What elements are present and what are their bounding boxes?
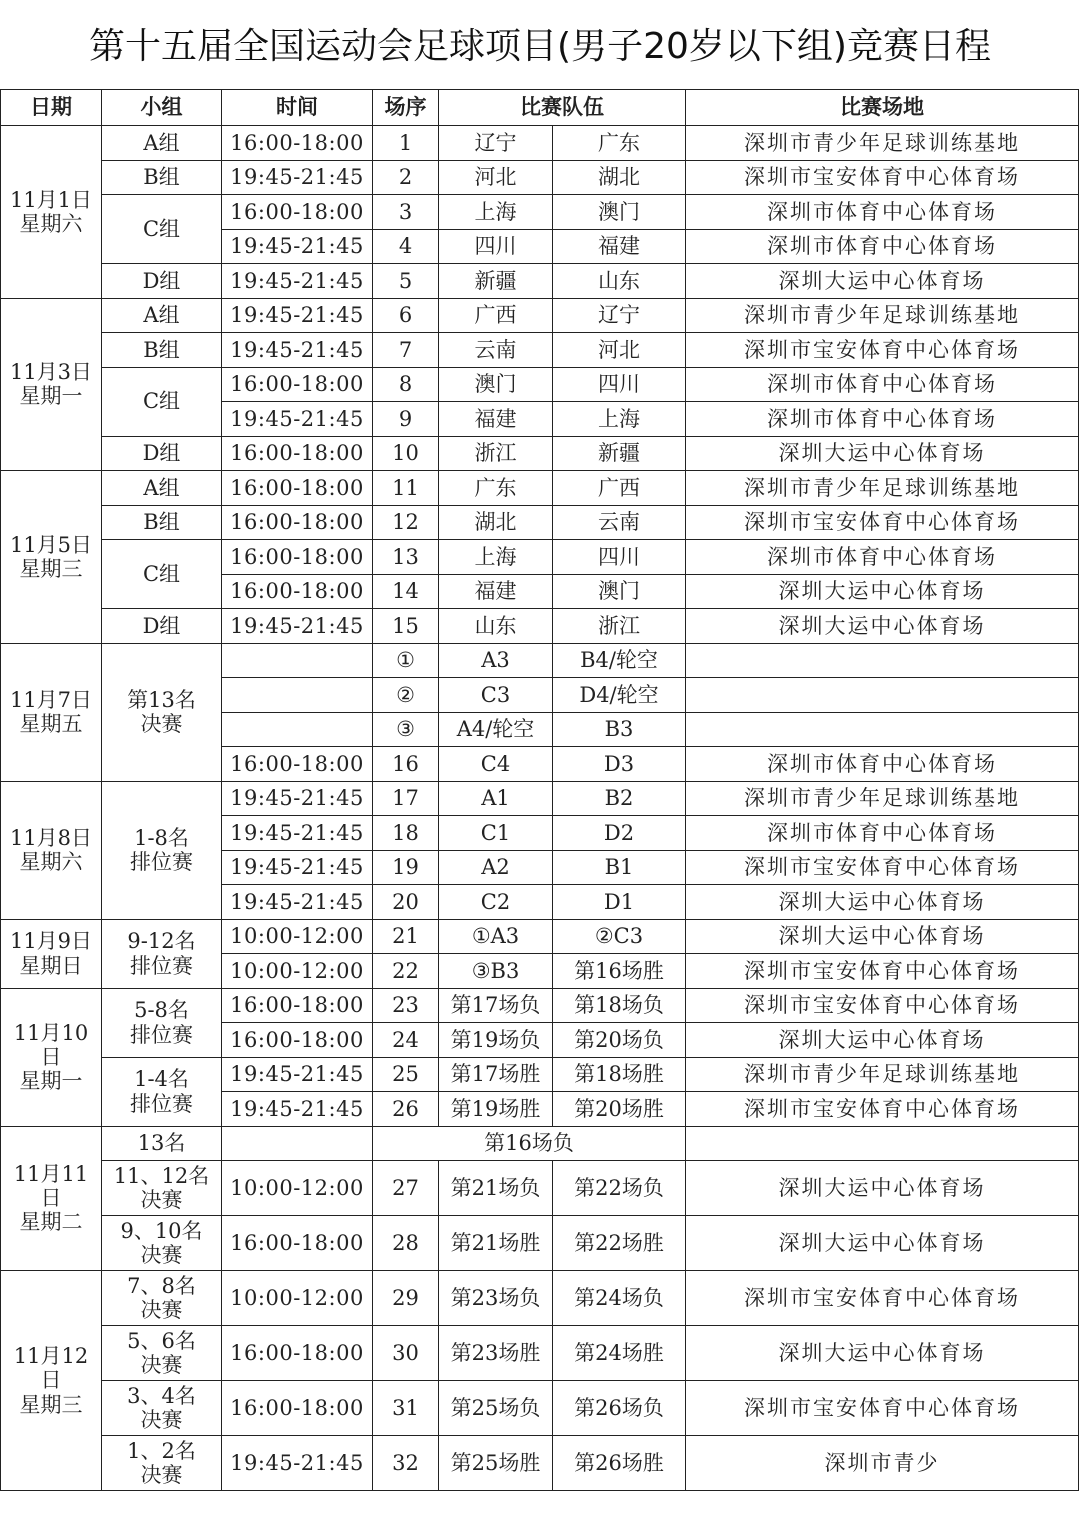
time-cell: 16:00-18:00	[222, 574, 373, 609]
group-cell: B组	[102, 505, 222, 540]
home-team-cell: C2	[439, 885, 553, 920]
home-team-cell: C1	[439, 816, 553, 851]
away-team-cell: 广西	[553, 471, 686, 506]
time-cell: 16:00-18:00	[222, 1326, 373, 1381]
home-team-cell: 福建	[439, 402, 553, 437]
away-team-cell: B3	[553, 712, 686, 747]
header-row	[1, 90, 1079, 126]
venue-cell: 深圳大运中心体育场	[686, 1216, 1079, 1271]
time-cell	[222, 1126, 373, 1161]
away-team-cell: 第20场胜	[553, 1092, 686, 1127]
away-team-cell: 浙江	[553, 609, 686, 644]
match-no-cell: 8	[373, 367, 439, 402]
time-cell: 16:00-18:00	[222, 747, 373, 782]
match-no-cell: ③	[373, 712, 439, 747]
time-cell: 19:45-21:45	[222, 850, 373, 885]
time-cell: 16:00-18:00	[222, 126, 373, 161]
venue-cell: 深圳大运中心体育场	[686, 885, 1079, 920]
away-team-cell: 第24场负	[553, 1271, 686, 1326]
time-cell: 19:45-21:45	[222, 264, 373, 299]
match-no-cell: 24	[373, 1023, 439, 1058]
table-row	[1, 298, 1079, 333]
venue-cell: 深圳市宝安体育中心体育场	[686, 954, 1079, 989]
date-cell: 11月12 日 星期三	[1, 1271, 102, 1491]
time-cell: 19:45-21:45	[222, 333, 373, 368]
date-cell: 11月10 日 星期一	[1, 988, 102, 1126]
home-team-cell: C3	[439, 678, 553, 713]
away-team-cell: 山东	[553, 264, 686, 299]
table-row	[1, 1216, 1079, 1271]
away-team-cell: 第26场胜	[553, 1436, 686, 1491]
group-cell: B组	[102, 333, 222, 368]
time-cell: 19:45-21:45	[222, 609, 373, 644]
venue-cell: 深圳大运中心体育场	[686, 264, 1079, 299]
time-cell: 16:00-18:00	[222, 1381, 373, 1436]
time-cell: 19:45-21:45	[222, 885, 373, 920]
match-no-cell: 25	[373, 1057, 439, 1092]
group-cell: 1-4名 排位赛	[102, 1057, 222, 1126]
time-cell	[222, 643, 373, 678]
venue-cell: 深圳市宝安体育中心体育场	[686, 160, 1079, 195]
home-team-cell: 第19场胜	[439, 1092, 553, 1127]
venue-cell: 深圳大运中心体育场	[686, 574, 1079, 609]
time-cell	[222, 678, 373, 713]
away-team-cell: B2	[553, 781, 686, 816]
away-team-cell: 第26场负	[553, 1381, 686, 1436]
match-no-cell: ①	[373, 643, 439, 678]
time-cell: 16:00-18:00	[222, 436, 373, 471]
table-row	[1, 471, 1079, 506]
away-team-cell: ②C3	[553, 919, 686, 954]
table-row	[1, 160, 1079, 195]
venue-cell: 深圳大运中心体育场	[686, 609, 1079, 644]
home-team-cell: A4/轮空	[439, 712, 553, 747]
venue-cell	[686, 712, 1079, 747]
table-row	[1, 609, 1079, 644]
away-team-cell: 四川	[553, 540, 686, 575]
group-cell: 11、12名 决赛	[102, 1161, 222, 1216]
home-team-cell: 第23场负	[439, 1271, 553, 1326]
group-cell: 3、4名 决赛	[102, 1381, 222, 1436]
time-cell: 19:45-21:45	[222, 298, 373, 333]
date-cell: 11月9日 星期日	[1, 919, 102, 988]
away-team-cell: 第22场负	[553, 1161, 686, 1216]
match-no-cell: 19	[373, 850, 439, 885]
match-no-cell: ②	[373, 678, 439, 713]
date-cell: 11月11 日 星期二	[1, 1126, 102, 1271]
venue-cell: 深圳市宝安体育中心体育场	[686, 850, 1079, 885]
venue-cell: 深圳市青少年足球训练基地	[686, 781, 1079, 816]
match-no-cell: 16	[373, 747, 439, 782]
match-no-cell: 23	[373, 988, 439, 1023]
time-cell	[222, 712, 373, 747]
header-venue: 比赛场地	[686, 90, 1079, 126]
away-team-cell: D4/轮空	[553, 678, 686, 713]
match-no-cell: 30	[373, 1326, 439, 1381]
home-team-cell: C4	[439, 747, 553, 782]
header-match-no: 场序	[373, 90, 439, 126]
home-team-cell: 福建	[439, 574, 553, 609]
merged-teams-cell: 第16场负	[373, 1126, 686, 1161]
match-no-cell: 21	[373, 919, 439, 954]
away-team-cell: 澳门	[553, 195, 686, 230]
venue-cell: 深圳大运中心体育场	[686, 1161, 1079, 1216]
home-team-cell: A2	[439, 850, 553, 885]
away-team-cell: D2	[553, 816, 686, 851]
table-row	[1, 988, 1079, 1023]
group-cell: C组	[102, 195, 222, 264]
table-row	[1, 540, 1079, 575]
group-cell: A组	[102, 471, 222, 506]
away-team-cell: 第18场负	[553, 988, 686, 1023]
group-cell: 7、8名 决赛	[102, 1271, 222, 1326]
venue-cell: 深圳市体育中心体育场	[686, 195, 1079, 230]
group-cell: C组	[102, 540, 222, 609]
venue-cell: 深圳大运中心体育场	[686, 1326, 1079, 1381]
date-cell: 11月1日 星期六	[1, 126, 102, 299]
match-no-cell: 22	[373, 954, 439, 989]
home-team-cell: ①A3	[439, 919, 553, 954]
table-row	[1, 1381, 1079, 1436]
match-no-cell: 31	[373, 1381, 439, 1436]
match-no-cell: 13	[373, 540, 439, 575]
match-no-cell: 28	[373, 1216, 439, 1271]
header-time: 时间	[222, 90, 373, 126]
home-team-cell: 第19场负	[439, 1023, 553, 1058]
time-cell: 19:45-21:45	[222, 402, 373, 437]
venue-cell: 深圳市宝安体育中心体育场	[686, 988, 1079, 1023]
venue-cell: 深圳市宝安体育中心体育场	[686, 505, 1079, 540]
venue-cell: 深圳市青少年足球训练基地	[686, 1057, 1079, 1092]
venue-cell: 深圳市宝安体育中心体育场	[686, 1092, 1079, 1127]
group-cell: 第13名 决赛	[102, 643, 222, 781]
match-no-cell: 5	[373, 264, 439, 299]
time-cell: 10:00-12:00	[222, 954, 373, 989]
away-team-cell: 四川	[553, 367, 686, 402]
match-no-cell: 6	[373, 298, 439, 333]
group-cell: 9-12名 排位赛	[102, 919, 222, 988]
schedule-table	[0, 89, 1079, 1491]
home-team-cell: 第23场胜	[439, 1326, 553, 1381]
time-cell: 19:45-21:45	[222, 1057, 373, 1092]
away-team-cell: 云南	[553, 505, 686, 540]
away-team-cell: 湖北	[553, 160, 686, 195]
group-cell: 5、6名 决赛	[102, 1326, 222, 1381]
venue-cell: 深圳市体育中心体育场	[686, 367, 1079, 402]
away-team-cell: 河北	[553, 333, 686, 368]
venue-cell: 深圳市宝安体育中心体育场	[686, 333, 1079, 368]
match-no-cell: 10	[373, 436, 439, 471]
group-cell: A组	[102, 298, 222, 333]
home-team-cell: 上海	[439, 540, 553, 575]
match-no-cell: 4	[373, 229, 439, 264]
time-cell: 16:00-18:00	[222, 1216, 373, 1271]
table-row	[1, 643, 1079, 678]
date-cell: 11月8日 星期六	[1, 781, 102, 919]
home-team-cell: 第25场负	[439, 1381, 553, 1436]
home-team-cell: 云南	[439, 333, 553, 368]
home-team-cell: ③B3	[439, 954, 553, 989]
group-cell: 13名	[102, 1126, 222, 1161]
match-no-cell: 7	[373, 333, 439, 368]
match-no-cell: 18	[373, 816, 439, 851]
match-no-cell: 2	[373, 160, 439, 195]
group-cell: A组	[102, 126, 222, 161]
home-team-cell: 四川	[439, 229, 553, 264]
group-cell: 5-8名 排位赛	[102, 988, 222, 1057]
home-team-cell: 河北	[439, 160, 553, 195]
home-team-cell: A3	[439, 643, 553, 678]
away-team-cell: 广东	[553, 126, 686, 161]
home-team-cell: 第21场负	[439, 1161, 553, 1216]
venue-cell: 深圳市青少年足球训练基地	[686, 126, 1079, 161]
time-cell: 16:00-18:00	[222, 195, 373, 230]
time-cell: 10:00-12:00	[222, 1161, 373, 1216]
time-cell: 19:45-21:45	[222, 816, 373, 851]
time-cell: 16:00-18:00	[222, 505, 373, 540]
venue-cell: 深圳市体育中心体育场	[686, 540, 1079, 575]
venue-cell: 深圳市宝安体育中心体育场	[686, 1381, 1079, 1436]
header-teams: 比赛队伍	[439, 90, 686, 126]
away-team-cell: 第20场负	[553, 1023, 686, 1058]
venue-cell: 深圳市宝安体育中心体育场	[686, 1271, 1079, 1326]
venue-cell: 深圳市体育中心体育场	[686, 229, 1079, 264]
match-no-cell: 29	[373, 1271, 439, 1326]
time-cell: 16:00-18:00	[222, 540, 373, 575]
time-cell: 19:45-21:45	[222, 160, 373, 195]
venue-cell: 深圳市青少年足球训练基地	[686, 471, 1079, 506]
table-row	[1, 195, 1079, 230]
table-row	[1, 1057, 1079, 1092]
home-team-cell: 第25场胜	[439, 1436, 553, 1491]
table-row	[1, 1326, 1079, 1381]
venue-cell: 深圳大运中心体育场	[686, 919, 1079, 954]
away-team-cell: 上海	[553, 402, 686, 437]
away-team-cell: 福建	[553, 229, 686, 264]
away-team-cell: D1	[553, 885, 686, 920]
home-team-cell: 澳门	[439, 367, 553, 402]
venue-cell: 深圳市青少年足球训练基地	[686, 298, 1079, 333]
home-team-cell: 第21场胜	[439, 1216, 553, 1271]
home-team-cell: 辽宁	[439, 126, 553, 161]
venue-cell: 深圳大运中心体育场	[686, 436, 1079, 471]
match-no-cell: 14	[373, 574, 439, 609]
time-cell: 16:00-18:00	[222, 471, 373, 506]
venue-cell	[686, 1126, 1079, 1161]
home-team-cell: 第17场负	[439, 988, 553, 1023]
match-no-cell: 32	[373, 1436, 439, 1491]
venue-cell	[686, 678, 1079, 713]
time-cell: 19:45-21:45	[222, 781, 373, 816]
group-cell: D组	[102, 609, 222, 644]
table-row	[1, 126, 1079, 161]
table-row	[1, 1271, 1079, 1326]
away-team-cell: 辽宁	[553, 298, 686, 333]
time-cell: 16:00-18:00	[222, 1023, 373, 1058]
date-cell: 11月3日 星期一	[1, 298, 102, 471]
match-no-cell: 15	[373, 609, 439, 644]
venue-cell: 深圳市青少	[686, 1436, 1079, 1491]
time-cell: 19:45-21:45	[222, 229, 373, 264]
table-row	[1, 781, 1079, 816]
time-cell: 19:45-21:45	[222, 1436, 373, 1491]
away-team-cell: 第24场胜	[553, 1326, 686, 1381]
venue-cell: 深圳大运中心体育场	[686, 1023, 1079, 1058]
match-no-cell: 26	[373, 1092, 439, 1127]
home-team-cell: 湖北	[439, 505, 553, 540]
page-title: 第十五届全国运动会足球项目(男子20岁以下组)竞赛日程	[89, 26, 991, 67]
group-cell: 9、10名 决赛	[102, 1216, 222, 1271]
venue-cell: 深圳市体育中心体育场	[686, 747, 1079, 782]
table-row	[1, 1436, 1079, 1491]
table-row	[1, 1126, 1079, 1161]
match-no-cell: 20	[373, 885, 439, 920]
home-team-cell: 浙江	[439, 436, 553, 471]
match-no-cell: 3	[373, 195, 439, 230]
away-team-cell: B4/轮空	[553, 643, 686, 678]
away-team-cell: 第18场胜	[553, 1057, 686, 1092]
table-row	[1, 333, 1079, 368]
table-row	[1, 436, 1079, 471]
venue-cell: 深圳市体育中心体育场	[686, 402, 1079, 437]
time-cell: 19:45-21:45	[222, 1092, 373, 1127]
time-cell: 16:00-18:00	[222, 367, 373, 402]
away-team-cell: 澳门	[553, 574, 686, 609]
venue-cell: 深圳市体育中心体育场	[686, 816, 1079, 851]
group-cell: 1-8名 排位赛	[102, 781, 222, 919]
header-group: 小组	[102, 90, 222, 126]
table-row	[1, 505, 1079, 540]
time-cell: 16:00-18:00	[222, 988, 373, 1023]
away-team-cell: 新疆	[553, 436, 686, 471]
home-team-cell: 广东	[439, 471, 553, 506]
venue-cell	[686, 643, 1079, 678]
table-row	[1, 919, 1079, 954]
time-cell: 10:00-12:00	[222, 919, 373, 954]
away-team-cell: 第22场胜	[553, 1216, 686, 1271]
group-cell: B组	[102, 160, 222, 195]
group-cell: D组	[102, 264, 222, 299]
date-cell: 11月5日 星期三	[1, 471, 102, 644]
home-team-cell: A1	[439, 781, 553, 816]
match-no-cell: 17	[373, 781, 439, 816]
away-team-cell: D3	[553, 747, 686, 782]
match-no-cell: 12	[373, 505, 439, 540]
home-team-cell: 新疆	[439, 264, 553, 299]
table-row	[1, 264, 1079, 299]
header-date: 日期	[1, 90, 102, 126]
group-cell: 1、2名 决赛	[102, 1436, 222, 1491]
match-no-cell: 9	[373, 402, 439, 437]
home-team-cell: 山东	[439, 609, 553, 644]
home-team-cell: 第17场胜	[439, 1057, 553, 1092]
time-cell: 10:00-12:00	[222, 1271, 373, 1326]
home-team-cell: 上海	[439, 195, 553, 230]
match-no-cell: 11	[373, 471, 439, 506]
away-team-cell: B1	[553, 850, 686, 885]
date-cell: 11月7日 星期五	[1, 643, 102, 781]
match-no-cell: 1	[373, 126, 439, 161]
away-team-cell: 第16场胜	[553, 954, 686, 989]
table-row	[1, 367, 1079, 402]
match-no-cell: 27	[373, 1161, 439, 1216]
group-cell: D组	[102, 436, 222, 471]
home-team-cell: 广西	[439, 298, 553, 333]
table-row	[1, 1161, 1079, 1216]
group-cell: C组	[102, 367, 222, 436]
